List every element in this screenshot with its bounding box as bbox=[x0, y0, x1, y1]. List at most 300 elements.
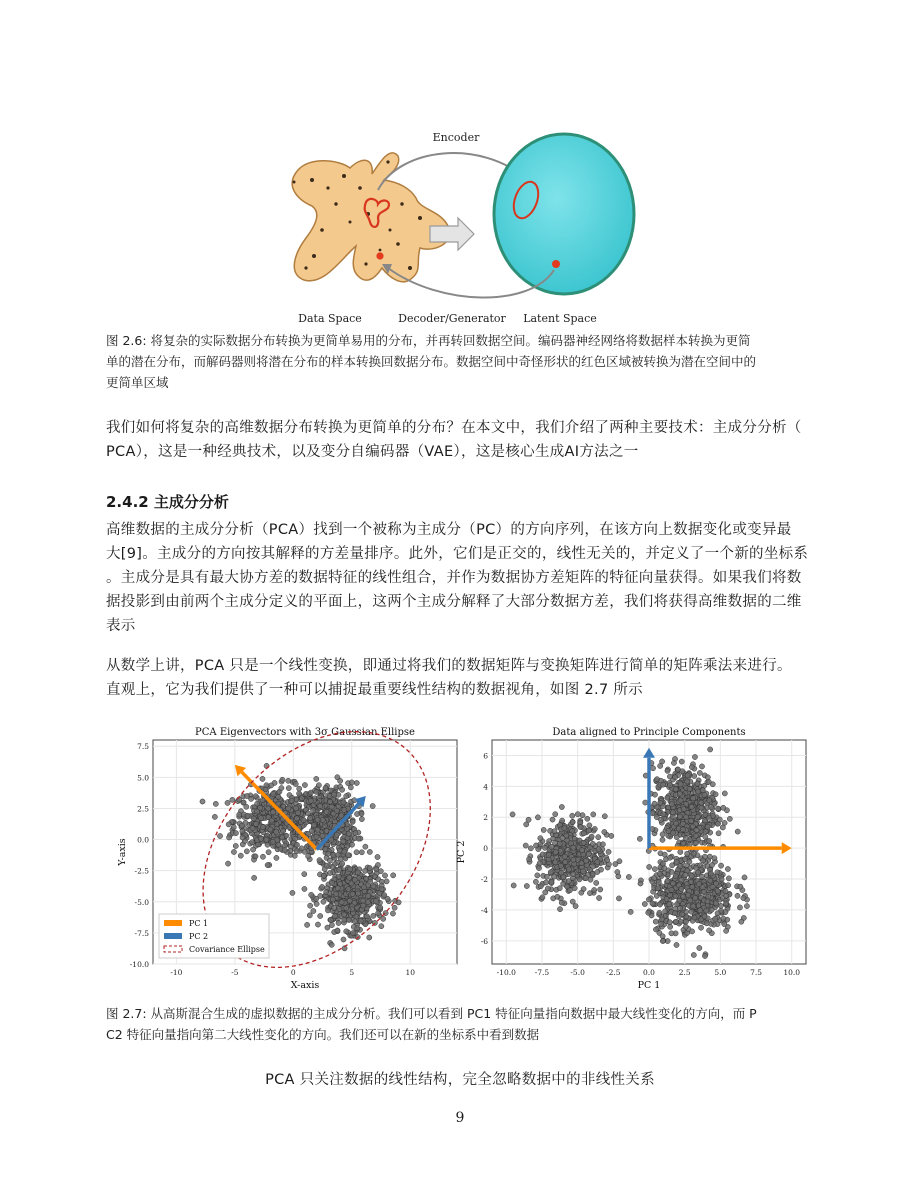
data-point bbox=[670, 863, 675, 868]
data-point bbox=[581, 831, 586, 836]
data-point bbox=[672, 775, 677, 780]
data-point bbox=[658, 921, 663, 926]
data-point bbox=[703, 834, 708, 839]
data-point bbox=[673, 911, 678, 916]
data-point bbox=[321, 873, 326, 878]
data-point bbox=[691, 796, 696, 801]
data-point bbox=[706, 928, 711, 933]
data-point bbox=[286, 778, 291, 783]
data-point bbox=[270, 810, 275, 815]
data-point bbox=[233, 843, 238, 848]
data-point bbox=[718, 863, 723, 868]
data-point bbox=[245, 813, 250, 818]
data-point bbox=[679, 886, 684, 891]
data-point bbox=[359, 850, 364, 855]
data-point bbox=[677, 791, 682, 796]
data-point bbox=[391, 873, 396, 878]
data-point bbox=[667, 920, 672, 925]
encoder-label: Encoder bbox=[432, 131, 480, 144]
data-point bbox=[669, 931, 674, 936]
data-point bbox=[701, 889, 706, 894]
data-point bbox=[346, 917, 351, 922]
data-point bbox=[616, 896, 621, 901]
latent-sample-dot bbox=[552, 260, 560, 268]
data-point bbox=[715, 911, 720, 916]
data-point bbox=[682, 856, 687, 861]
data-point bbox=[265, 862, 270, 867]
data-point bbox=[545, 886, 550, 891]
data-point bbox=[250, 825, 255, 830]
data-point bbox=[703, 812, 708, 817]
data-point bbox=[654, 777, 659, 782]
data-point bbox=[562, 854, 567, 859]
data-point bbox=[605, 858, 610, 863]
data-point bbox=[282, 848, 287, 853]
x-tick-label: 0.0 bbox=[643, 968, 655, 977]
data-point bbox=[320, 833, 325, 838]
data-point bbox=[585, 816, 590, 821]
page-number: 9 bbox=[455, 1110, 465, 1126]
y-tick-label: -2.5 bbox=[134, 866, 149, 876]
data-point bbox=[681, 807, 686, 812]
data-point bbox=[557, 841, 562, 846]
data-point bbox=[708, 747, 713, 752]
data-point bbox=[724, 901, 729, 906]
data-point bbox=[705, 899, 710, 904]
data-point bbox=[353, 830, 358, 835]
data-space-label: Data Space bbox=[298, 312, 362, 325]
y-tick-label: -10.0 bbox=[129, 960, 149, 969]
data-point bbox=[563, 859, 568, 864]
data-point bbox=[264, 837, 269, 842]
data-point bbox=[276, 801, 281, 806]
data-point bbox=[685, 779, 690, 784]
data-point bbox=[266, 850, 271, 855]
x-tick-label: -10.0 bbox=[496, 968, 516, 977]
data-point bbox=[716, 831, 721, 836]
data-point bbox=[327, 858, 332, 863]
data-point bbox=[591, 864, 596, 869]
data-point bbox=[339, 813, 344, 818]
data-point bbox=[719, 877, 724, 882]
data-point bbox=[653, 927, 658, 932]
data-point bbox=[314, 896, 319, 901]
data-point bbox=[231, 825, 236, 830]
data-point bbox=[308, 903, 313, 908]
data-point bbox=[368, 879, 373, 884]
x-axis-label: PC 1 bbox=[637, 980, 661, 991]
decoder-label: Decoder/Generator bbox=[398, 312, 506, 325]
data-point bbox=[669, 887, 674, 892]
data-point bbox=[660, 938, 665, 943]
data-point bbox=[552, 874, 557, 879]
y-tick-label: 0 bbox=[483, 844, 488, 854]
data-point bbox=[628, 909, 633, 914]
data-point bbox=[317, 858, 322, 863]
data-point bbox=[526, 817, 531, 822]
data-point bbox=[544, 874, 549, 879]
data-point bbox=[704, 908, 709, 913]
data-point bbox=[583, 858, 588, 863]
data-point bbox=[673, 821, 678, 826]
data-point bbox=[552, 829, 557, 834]
data-point bbox=[535, 873, 540, 878]
data-point bbox=[690, 884, 695, 889]
data-point bbox=[673, 873, 678, 878]
data-point bbox=[678, 782, 683, 787]
data-point bbox=[594, 880, 599, 885]
data-point bbox=[379, 887, 384, 892]
data-point bbox=[297, 786, 302, 791]
data-point bbox=[370, 803, 375, 808]
data-point bbox=[650, 811, 655, 816]
y-axis-label: Y-axis bbox=[117, 838, 128, 866]
data-point bbox=[279, 785, 284, 790]
data-point bbox=[342, 917, 347, 922]
data-point bbox=[722, 791, 727, 796]
data-point bbox=[693, 833, 698, 838]
x-tick-label: 2.5 bbox=[678, 968, 691, 977]
data-point bbox=[675, 767, 680, 772]
figure-2-7-caption: 图 2.7: 从高斯混合生成的虚拟数据的主成分分析。我们可以看到 PC1 特征向量指向数据中最大线性变化的方向，而 P C2 特征向量指向第二大线性变化的方向。我们还可以在新的坐标系中看到数据 bbox=[106, 1006, 757, 1042]
data-point bbox=[663, 909, 668, 914]
data-point bbox=[365, 899, 370, 904]
data-point bbox=[324, 809, 329, 814]
data-point bbox=[217, 833, 222, 838]
data-point bbox=[330, 897, 335, 902]
data-point bbox=[667, 893, 672, 898]
data-point bbox=[344, 794, 349, 799]
data-point bbox=[342, 849, 347, 854]
data-point bbox=[265, 842, 270, 847]
data-point bbox=[697, 945, 702, 950]
data-point bbox=[738, 884, 743, 889]
data-point bbox=[665, 768, 670, 773]
data-point bbox=[252, 875, 257, 880]
vae-diagram bbox=[270, 118, 650, 328]
data-point bbox=[646, 897, 651, 902]
data-point bbox=[557, 907, 562, 912]
data-point bbox=[318, 913, 323, 918]
data-point bbox=[321, 899, 326, 904]
data-point bbox=[266, 806, 271, 811]
data-point bbox=[240, 835, 245, 840]
chart-title: PCA Eigenvectors with 3σ Gaussian Ellipse bbox=[195, 727, 415, 738]
data-point bbox=[524, 822, 529, 827]
data-point bbox=[382, 892, 387, 897]
data-point bbox=[286, 786, 291, 791]
x-tick-label: -7.5 bbox=[534, 968, 550, 977]
data-point bbox=[678, 864, 683, 869]
data-point bbox=[699, 764, 704, 769]
y-tick-label: -2 bbox=[480, 875, 488, 885]
data-point bbox=[340, 861, 345, 866]
data-point bbox=[341, 800, 346, 805]
data-point bbox=[691, 904, 696, 909]
data-point bbox=[722, 922, 727, 927]
data-point bbox=[356, 836, 361, 841]
data-point bbox=[586, 828, 591, 833]
data-point bbox=[643, 800, 648, 805]
y-tick-label: -4 bbox=[480, 905, 488, 915]
data-point bbox=[226, 835, 231, 840]
data-point bbox=[677, 814, 682, 819]
data-point bbox=[331, 853, 336, 858]
pc-aligned-chart bbox=[456, 724, 810, 991]
y-axis-label: PC 2 bbox=[456, 840, 467, 864]
data-point bbox=[726, 883, 731, 888]
data-point bbox=[342, 807, 347, 812]
data-point bbox=[244, 793, 249, 798]
data-point bbox=[336, 920, 341, 925]
data-point bbox=[742, 875, 747, 880]
data-point bbox=[237, 812, 242, 817]
data-point bbox=[735, 829, 740, 834]
data-point bbox=[667, 783, 672, 788]
data-point bbox=[689, 804, 694, 809]
data-point bbox=[680, 912, 685, 917]
data-point bbox=[326, 851, 331, 856]
data-point bbox=[332, 905, 337, 910]
data-point bbox=[341, 937, 346, 942]
data-point bbox=[212, 814, 217, 819]
data-point bbox=[347, 898, 352, 903]
data-point bbox=[338, 856, 343, 861]
data-point bbox=[334, 891, 339, 896]
data-point bbox=[355, 926, 360, 931]
data-point bbox=[688, 898, 693, 903]
data-point bbox=[652, 792, 657, 797]
data-point bbox=[681, 841, 686, 846]
data-point bbox=[700, 858, 705, 863]
data-point bbox=[678, 849, 683, 854]
data-point bbox=[650, 766, 655, 771]
data-point bbox=[660, 832, 665, 837]
data-point bbox=[258, 816, 263, 821]
data-point bbox=[671, 760, 676, 765]
data-point bbox=[310, 808, 315, 813]
data-point bbox=[358, 918, 363, 923]
data-point bbox=[655, 886, 660, 891]
x-tick-label: -5.0 bbox=[570, 968, 585, 977]
data-point bbox=[367, 865, 372, 870]
y-tick-label: 4 bbox=[483, 782, 488, 792]
data-point bbox=[646, 910, 651, 915]
y-tick-label: 2.5 bbox=[137, 804, 149, 814]
data-point bbox=[657, 910, 662, 915]
data-point bbox=[367, 849, 372, 854]
data-point bbox=[392, 905, 397, 910]
data-point bbox=[390, 911, 395, 916]
x-tick-label: -10 bbox=[170, 968, 183, 977]
data-point bbox=[302, 782, 307, 787]
data-point bbox=[660, 837, 665, 842]
data-point bbox=[575, 812, 580, 817]
data-point bbox=[586, 852, 591, 857]
data-point bbox=[692, 915, 697, 920]
data-point bbox=[359, 817, 364, 822]
data-point bbox=[688, 879, 693, 884]
closing-note: PCA 只关注数据的线性结构，完全忽略数据中的非线性关系 bbox=[265, 1072, 655, 1088]
data-point bbox=[526, 857, 531, 862]
data-point bbox=[341, 839, 346, 844]
data-point bbox=[346, 887, 351, 892]
x-tick-label: 10 bbox=[405, 968, 416, 977]
data-point bbox=[289, 798, 294, 803]
data-point bbox=[707, 798, 712, 803]
legend-label: Covariance Ellipse bbox=[189, 945, 265, 954]
data-point bbox=[667, 774, 672, 779]
data-point bbox=[335, 928, 340, 933]
data-point bbox=[286, 806, 291, 811]
legend-swatch bbox=[164, 920, 182, 926]
data-point bbox=[305, 811, 310, 816]
data-point bbox=[524, 883, 529, 888]
data-point bbox=[613, 861, 618, 866]
data-point bbox=[708, 871, 713, 876]
data-point bbox=[542, 845, 547, 850]
data-point bbox=[683, 924, 688, 929]
data-point bbox=[540, 895, 545, 900]
data-point bbox=[371, 913, 376, 918]
data-point bbox=[658, 817, 663, 822]
data-point bbox=[334, 808, 339, 813]
data-point bbox=[362, 868, 367, 873]
data-point bbox=[653, 919, 658, 924]
data-point bbox=[533, 879, 538, 884]
data-point bbox=[352, 877, 357, 882]
data-point bbox=[335, 886, 340, 891]
data-point bbox=[708, 878, 713, 883]
data-point bbox=[334, 832, 339, 837]
data-point bbox=[695, 789, 700, 794]
data-point bbox=[367, 935, 372, 940]
data-point bbox=[541, 827, 546, 832]
data-point bbox=[661, 812, 666, 817]
data-point bbox=[674, 859, 679, 864]
data-point bbox=[349, 780, 354, 785]
data-point bbox=[697, 770, 702, 775]
data-point bbox=[543, 880, 548, 885]
data-point bbox=[373, 898, 378, 903]
data-point bbox=[276, 794, 281, 799]
data-point bbox=[558, 863, 563, 868]
data-point bbox=[699, 805, 704, 810]
data-point bbox=[559, 804, 564, 809]
data-point bbox=[657, 871, 662, 876]
data-point bbox=[350, 891, 355, 896]
data-point bbox=[692, 754, 697, 759]
data-point bbox=[713, 901, 718, 906]
data-point bbox=[638, 881, 643, 886]
data-point bbox=[540, 852, 545, 857]
data-point bbox=[566, 867, 571, 872]
data-point bbox=[674, 942, 679, 947]
data-point bbox=[511, 883, 516, 888]
data-point bbox=[338, 778, 343, 783]
data-point bbox=[570, 820, 575, 825]
data-point bbox=[381, 916, 386, 921]
data-point bbox=[685, 851, 690, 856]
data-point bbox=[592, 887, 597, 892]
data-point bbox=[352, 919, 357, 924]
data-point bbox=[538, 836, 543, 841]
data-point bbox=[320, 817, 325, 822]
data-point bbox=[350, 930, 355, 935]
data-point bbox=[571, 872, 576, 877]
data-point bbox=[662, 852, 667, 857]
data-point bbox=[705, 824, 710, 829]
data-point bbox=[673, 787, 678, 792]
data-point bbox=[573, 903, 578, 908]
data-point bbox=[344, 905, 349, 910]
data-point bbox=[615, 869, 620, 874]
data-point bbox=[337, 867, 342, 872]
data-point bbox=[384, 879, 389, 884]
data-sample-dot bbox=[376, 252, 383, 259]
data-point bbox=[354, 850, 359, 855]
data-point bbox=[336, 874, 341, 879]
data-point bbox=[264, 783, 269, 788]
data-point bbox=[361, 898, 366, 903]
data-point bbox=[302, 872, 307, 877]
data-point bbox=[692, 773, 697, 778]
data-point bbox=[706, 894, 711, 899]
data-point bbox=[741, 895, 746, 900]
data-point bbox=[314, 834, 319, 839]
data-point bbox=[268, 827, 273, 832]
data-point bbox=[241, 800, 246, 805]
data-point bbox=[652, 801, 657, 806]
data-point bbox=[276, 842, 281, 847]
data-point bbox=[579, 890, 584, 895]
data-point bbox=[578, 820, 583, 825]
data-point bbox=[297, 791, 302, 796]
data-point bbox=[561, 881, 566, 886]
data-point bbox=[378, 905, 383, 910]
data-point bbox=[709, 804, 714, 809]
data-point bbox=[328, 917, 333, 922]
data-point bbox=[720, 825, 725, 830]
data-point bbox=[592, 826, 597, 831]
data-point bbox=[715, 870, 720, 875]
data-point bbox=[302, 886, 307, 891]
data-point bbox=[510, 812, 515, 817]
data-point bbox=[324, 863, 329, 868]
data-point bbox=[555, 894, 560, 899]
data-point bbox=[647, 864, 652, 869]
data-point bbox=[316, 783, 321, 788]
data-point bbox=[567, 888, 572, 893]
data-point bbox=[260, 776, 265, 781]
data-point bbox=[274, 855, 279, 860]
data-point bbox=[709, 862, 714, 867]
data-point bbox=[667, 855, 672, 860]
data-point bbox=[687, 786, 692, 791]
data-point bbox=[680, 894, 685, 899]
data-point bbox=[696, 870, 701, 875]
data-point bbox=[239, 823, 244, 828]
intro-paragraph: 我们如何将复杂的高维数据分布转换为更简单的分布？在本文中，我们介绍了两种主要技术：主成分分析（ PCA），这是一种经典技术，以及变分自编码器（VAE），这是核心生成AI方法之一 bbox=[106, 420, 802, 460]
data-point bbox=[281, 828, 286, 833]
y-tick-label: -6 bbox=[480, 936, 488, 946]
data-point bbox=[280, 835, 285, 840]
data-point bbox=[359, 811, 364, 816]
data-point bbox=[305, 922, 310, 927]
data-point bbox=[637, 836, 642, 841]
data-point bbox=[348, 867, 353, 872]
data-point bbox=[694, 890, 699, 895]
